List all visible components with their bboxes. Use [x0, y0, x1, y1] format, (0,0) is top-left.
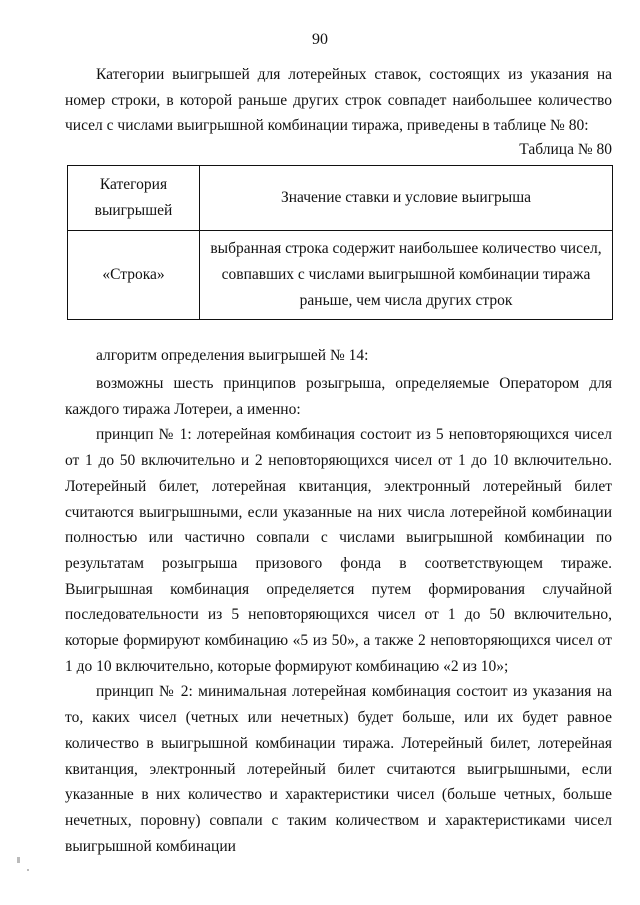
body-text [65, 371, 612, 859]
cell-category: «Строка» [68, 231, 200, 320]
margin-mark [27, 869, 29, 871]
table-row [68, 231, 613, 320]
principle-1-paragraph: принцип № 1: лотерейная комбинация состоит из 5 неповторяющихся чисел от 1 до 50 включительно и 2 неповторяющихся чисел от 1 до 10 включительно. Лотерейный билет, лотерейная квитанция, электронный лотерейный билет считаются выигрышными, если указанные на них числа лотерейной комбинации полностью или частично совпали с числами выигрышной комбинации по результатам розыгрыша призового фонда в соответствующем тираже. Выигрышная комбинация определяется путем формирования случайной последовательности из 5 неповторяющихся чисел от 1 до 50 включительно, которые формируют комбинацию «5 из 50», а также 2 неповторяющихся чисел от 1 до 10 включительно, которые формируют комбинацию «2 из 10»; [65, 426, 612, 675]
margin-mark [17, 857, 20, 863]
intro-paragraph: Категории выигрышей для лотерейных ставок, состоящих из указания на номер строки, в которой раньше других строк совпадет наибольшее количество чисел с числами выигрышной комбинации тиража, приведены в таблице № 80: [65, 66, 612, 135]
header-condition: Значение ставки и условие выигрыша [200, 166, 613, 231]
prize-categories-table [67, 165, 613, 320]
algorithm-heading: алгоритм определения выигрышей № 14: [96, 347, 369, 364]
cell-condition: выбранная строка содержит наибольшее количество чисел, совпавших с числами выигрышной комбинации тиража раньше, чем числа других строк [200, 231, 613, 320]
table-header-row [68, 166, 613, 231]
page-number: 90 [312, 31, 328, 48]
possible-principles-paragraph: возможны шесть принципов розыгрыша, определяемые Оператором для каждого тиража Лотереи, а именно: [65, 375, 612, 418]
principle-2-paragraph: принцип № 2: минимальная лотерейная комбинация состоит из указания на то, каких чисел (четных или нечетных) будет больше, или их будет равное количество в выигрышной комбинации тиража. Лотерейный билет, лотерейная квитанция, электронный лотерейный билет считаются выигрышными, если указанные в них количество и характеристики чисел (больше четных, больше нечетных, поровну) совпали с таким количеством и характеристиками чисел выигрышной комбинации [65, 683, 612, 855]
header-category: Категория выигрышей [68, 166, 200, 231]
table-caption: Таблица № 80 [519, 141, 612, 158]
